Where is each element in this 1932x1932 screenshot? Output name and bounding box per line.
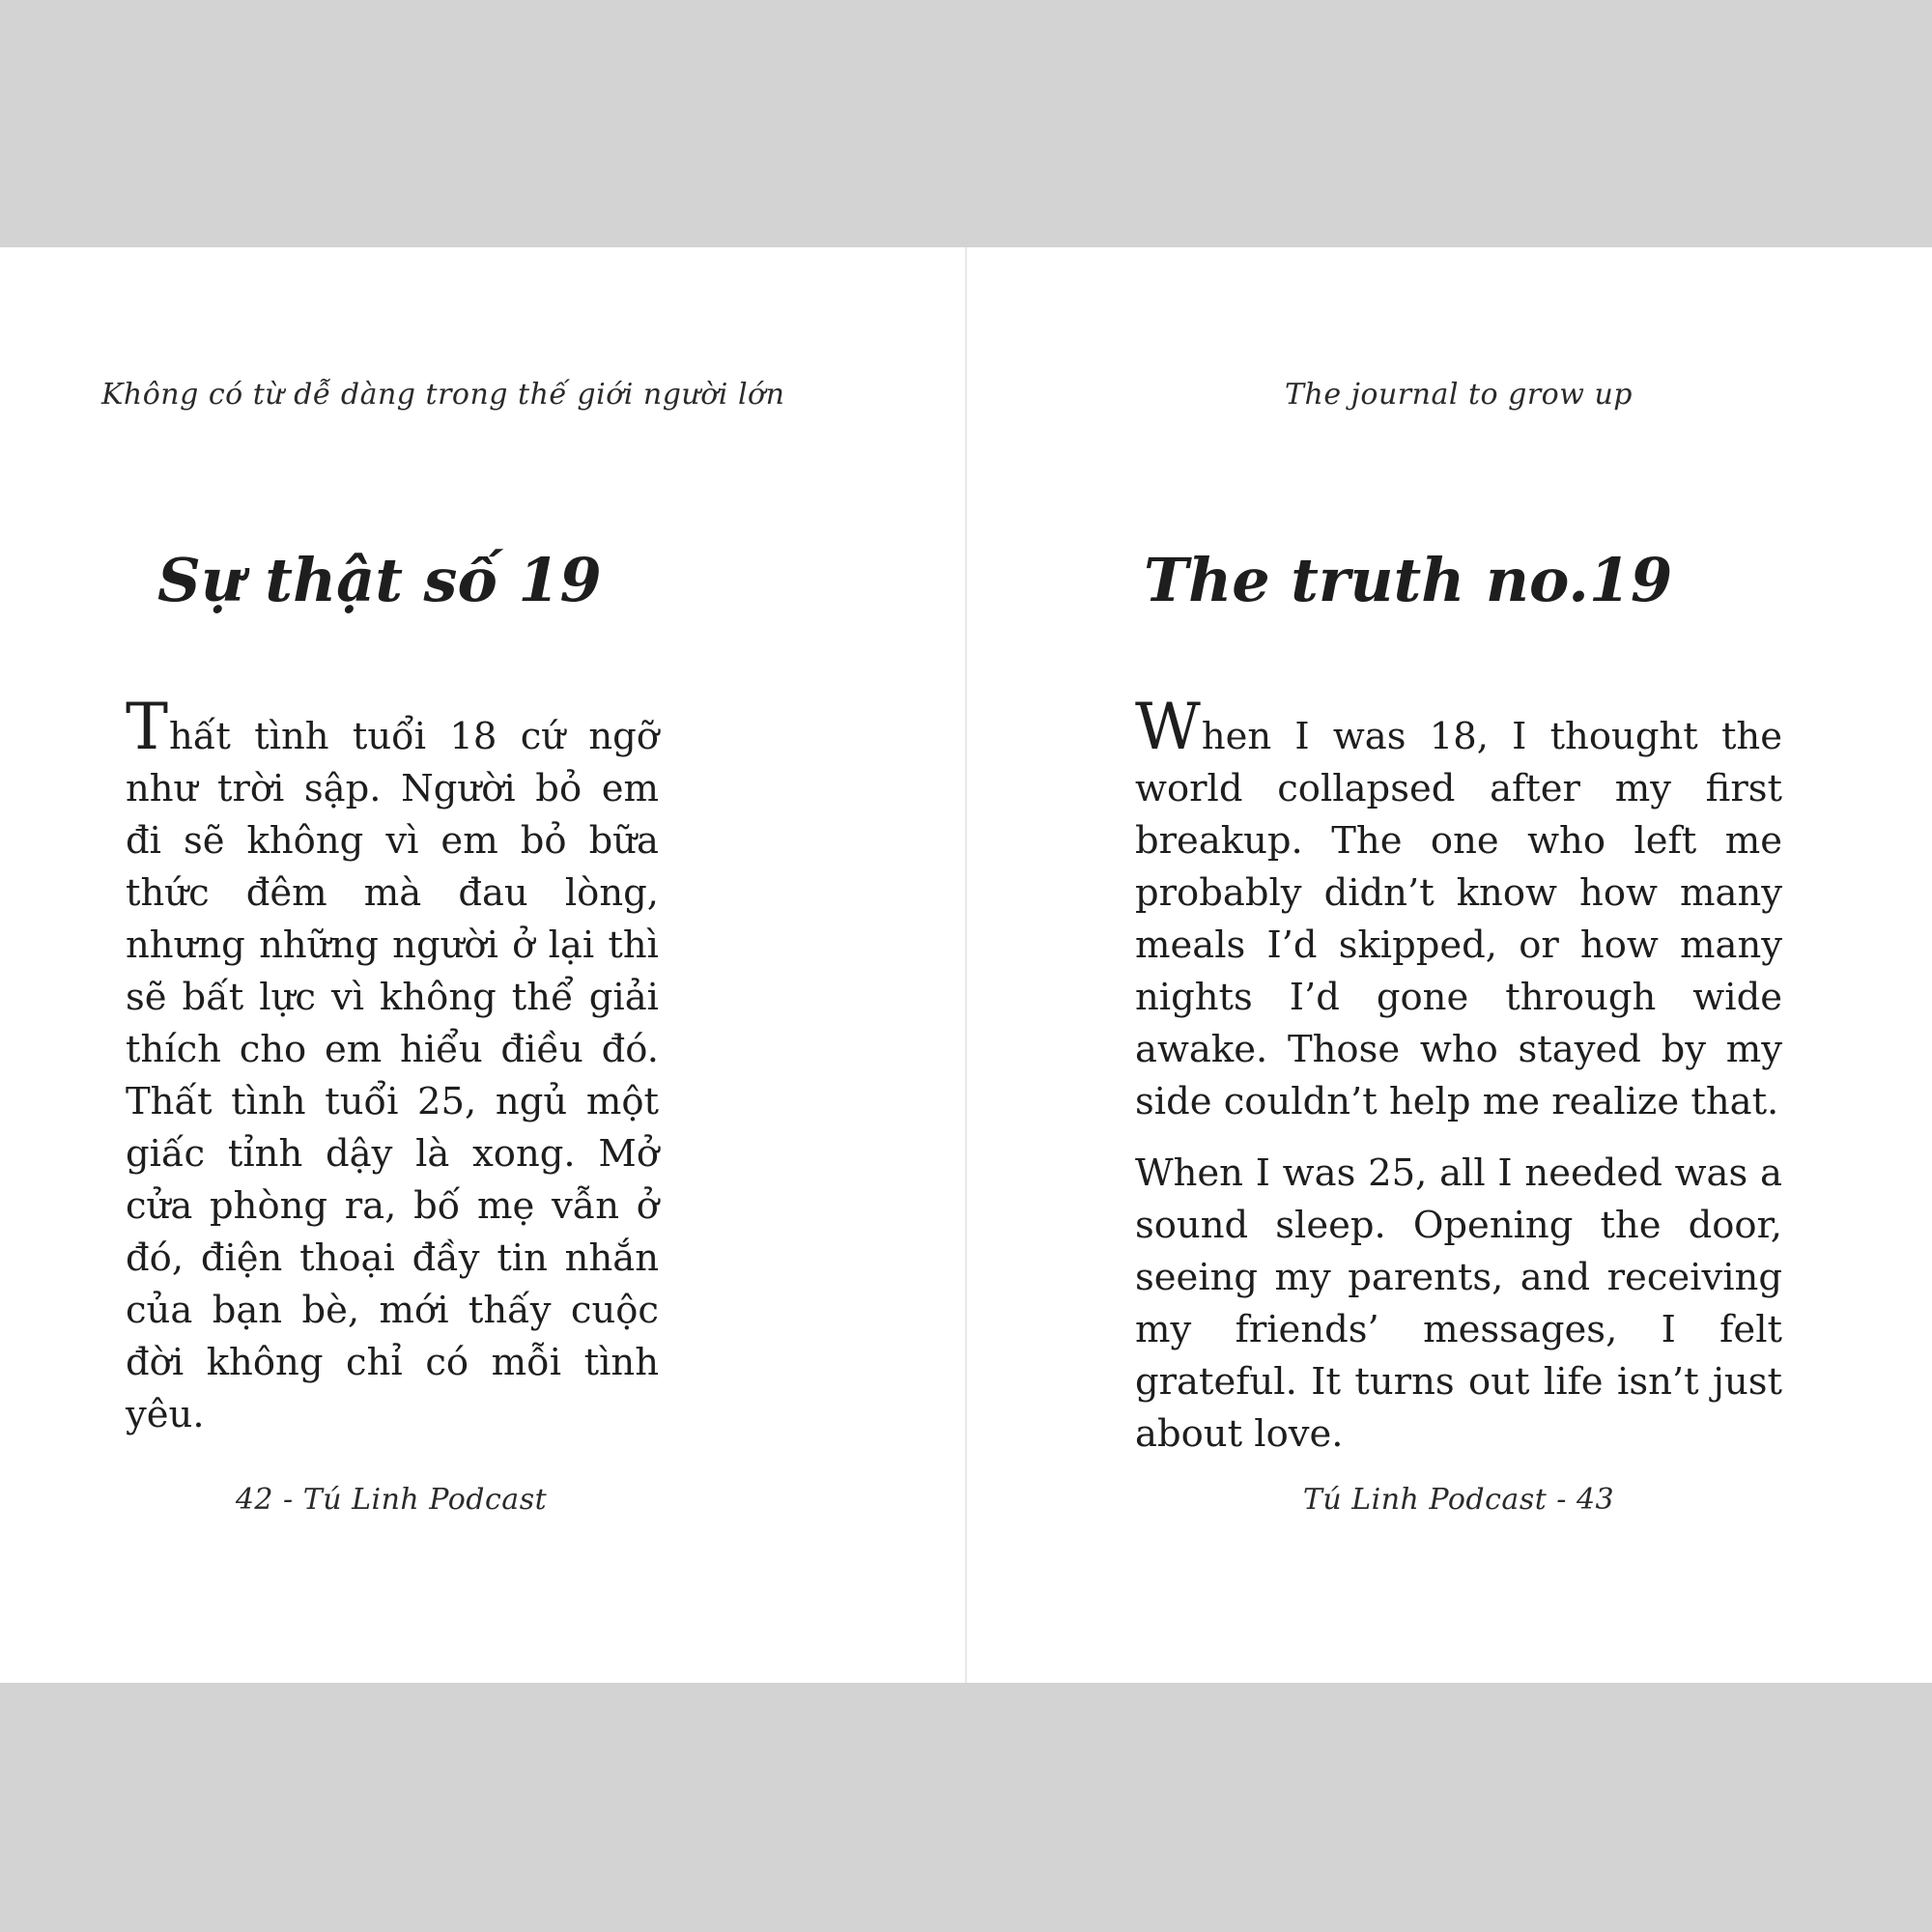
- left-chapter-title: Sự thật số 19: [157, 545, 602, 615]
- right-paragraph-1-text: hen I was 18, I thought the world collapsed after my first breakup. The one who left me probably didn’t know how many meals I’d skipped, or how many nights I’d gone through wide awake. Those who stayed by my side couldn’t help me realize that.: [1135, 715, 1782, 1123]
- right-page: [967, 247, 1932, 1683]
- right-drop-cap: W: [1135, 690, 1202, 764]
- right-body-text: [1135, 690, 1782, 1461]
- right-running-header: The journal to grow up: [1285, 378, 1633, 412]
- left-body-paragraph: [126, 690, 659, 1441]
- top-background-band: [0, 0, 1932, 247]
- right-chapter-title: The truth no.19: [1144, 545, 1673, 615]
- right-body-paragraph-1: [1135, 690, 1782, 1128]
- left-page: [0, 247, 965, 1683]
- left-drop-cap: T: [126, 690, 170, 764]
- left-running-header: Không có từ dễ dàng trong thế giới người lớn: [101, 378, 785, 412]
- right-body-paragraph-2: When I was 25, all I needed was a sound sleep. Opening the door, seeing my parents, and receiving my friends’ messages, I felt grateful. It turns out life isn’t just about love.: [1135, 1151, 1782, 1456]
- left-page-footer: 42 - Tú Linh Podcast: [235, 1483, 548, 1517]
- left-paragraph-text: hất tình tuổi 18 cứ ngỡ như trời sập. Người bỏ em đi sẽ không vì em bỏ bữa thức đêm mà đau lòng, nhưng những người ở lại thì sẽ bất lực vì không thể giải thích cho em hiểu điều đó. Thất tình tuổi 25, ngủ một giấc tỉnh dậy là xong. Mở cửa phòng ra, bố mẹ vẫn ở đó, điện thoại đầy tin nhắn của bạn bè, mới thấy cuộc đời không chỉ có mỗi tình yêu.: [126, 715, 659, 1436]
- bottom-background-band: [0, 1683, 1932, 1932]
- left-body-text: [126, 690, 659, 1441]
- right-page-footer: Tú Linh Podcast - 43: [1302, 1483, 1615, 1517]
